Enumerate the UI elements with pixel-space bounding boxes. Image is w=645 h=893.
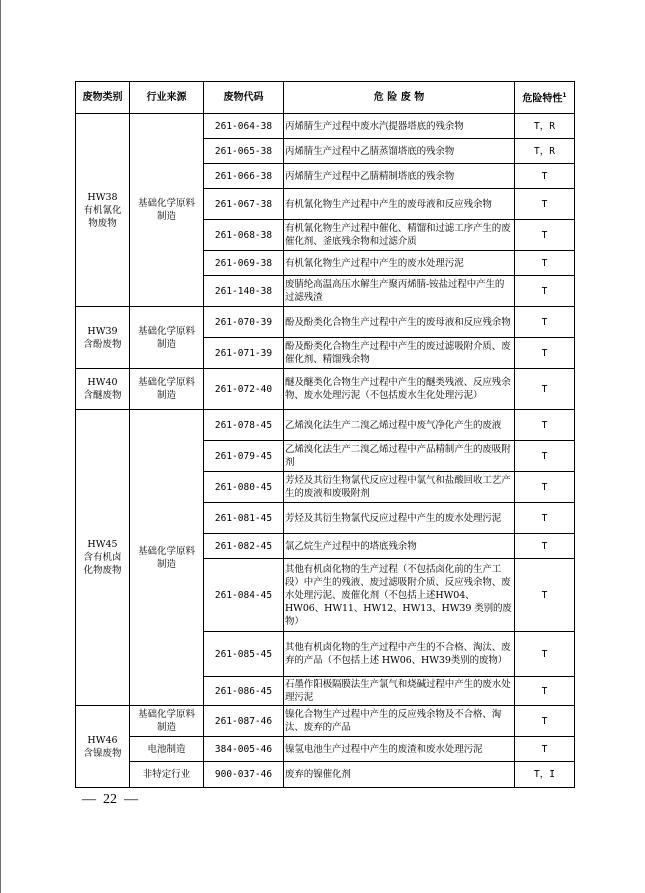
waste-code: 261-072-40 — [204, 369, 284, 410]
industry-source-line: 电池制造 — [147, 743, 186, 755]
hazard-property: T — [515, 369, 575, 410]
waste-category-line: 化物废物 — [83, 565, 122, 576]
industry-source-cell — [130, 307, 204, 369]
waste-category-line: 含有机卤 — [83, 552, 122, 563]
hazard-property: T — [515, 472, 575, 503]
header-source: 行业来源 — [130, 82, 204, 114]
hazard-property: T — [515, 677, 575, 706]
waste-code: 261-066-38 — [204, 164, 284, 189]
waste-category-line: 含镍废物 — [83, 747, 122, 759]
hazard-property: T — [515, 410, 575, 441]
waste-description: 丙烯腈生产过程中乙腈精制塔底的残余物 — [284, 164, 515, 189]
waste-code: 261-081-45 — [204, 503, 284, 534]
waste-code: 261-071-39 — [204, 338, 284, 369]
waste-description: 石墨作阳极隔膜法生产氯气和烧碱过程中产生的废水处理污泥 — [284, 677, 515, 706]
header-description: 危 险 废 物 — [284, 82, 515, 114]
hazard-property: T — [515, 559, 575, 632]
industry-source-cell — [130, 737, 204, 762]
page-left-edge — [0, 0, 1, 893]
waste-description: 有机氰化物生产过程中产生的废水处理污泥 — [284, 251, 515, 276]
waste-description: 丙烯腈生产过程中废水汽提器塔底的残余物 — [284, 114, 515, 139]
waste-description: 氯乙烷生产过程中的塔底残余物 — [284, 534, 515, 559]
waste-description: 有机氰化物生产过程中催化、精馏和过滤工序产生的废催化剂、釜底残余物和过滤介质 — [284, 220, 515, 251]
industry-source-line: 基础化学原料 — [137, 325, 195, 337]
hazard-property: T — [515, 164, 575, 189]
waste-description: 其他有机卤化物的生产过程（不包括卤化前的生产工段）中产生的残液、废过滤吸附介质、反应残余物、废水处理污泥、废催化剂（不包括上述HW04、HW06、HW11、HW12、HW13、HW39 类别的废物） — [284, 559, 515, 632]
waste-description: 其他有机卤化物的生产过程中产生的不合格、淘汰、废弃的产品（不包括上述 HW06、HW39类别的废物） — [284, 632, 515, 677]
hazard-property: T — [515, 441, 575, 472]
waste-code: 261-068-38 — [204, 220, 284, 251]
waste-category-cell — [76, 307, 130, 369]
waste-code: 261-087-46 — [204, 706, 284, 737]
waste-description: 废弃的镍催化剂 — [284, 762, 515, 788]
industry-source-line: 制造 — [156, 338, 176, 350]
hazard-property: T — [515, 220, 575, 251]
waste-code: 261-064-38 — [204, 114, 284, 139]
waste-category-line: HW45 — [87, 539, 118, 550]
hazard-property: T，I — [515, 762, 575, 788]
industry-source-cell — [130, 410, 204, 706]
page-footer: — 22 — — [82, 792, 138, 807]
hazard-property: T — [515, 307, 575, 338]
waste-description: 丙烯腈生产过程中乙腈蒸馏塔底的残余物 — [284, 139, 515, 164]
industry-source-line: 制造 — [156, 211, 176, 222]
waste-code: 261-140-38 — [204, 276, 284, 307]
hazard-property: T，R — [515, 139, 575, 164]
industry-source-line: 非特定行业 — [142, 769, 191, 780]
hazard-property: T — [515, 276, 575, 307]
waste-description: 镍氢电池生产过程中产生的废渣和废水处理污泥 — [284, 737, 515, 762]
table-row — [76, 307, 575, 338]
table-row — [76, 706, 575, 737]
waste-category-line: 物废物 — [88, 217, 117, 229]
industry-source-line: 基础化学原料 — [137, 198, 195, 209]
hazard-property: T，R — [515, 114, 575, 139]
hazard-property: T — [515, 189, 575, 220]
header-code: 废物代码 — [204, 82, 284, 114]
industry-source-line: 制造 — [156, 722, 176, 733]
industry-source-cell — [130, 369, 204, 410]
waste-code: 261-067-38 — [204, 189, 284, 220]
industry-source-line: 制造 — [156, 558, 176, 570]
waste-code: 261-085-45 — [204, 632, 284, 677]
waste-code: 261-078-45 — [204, 410, 284, 441]
industry-source-line: 基础化学原料 — [137, 377, 195, 388]
header-property-label: 危险特性 — [522, 93, 563, 105]
table-body — [76, 114, 575, 788]
hazard-property: T — [515, 706, 575, 737]
waste-description: 酚及酚类化合物生产过程中产生的废过滤吸附介质、废催化剂、精馏残余物 — [284, 338, 515, 369]
header-property-footnote: 1 — [562, 92, 567, 100]
waste-category-line: 含醚废物 — [83, 390, 122, 401]
industry-source-cell — [130, 114, 204, 307]
industry-source-line: 基础化学原料 — [137, 709, 195, 720]
industry-source-cell — [130, 762, 204, 788]
waste-category-line: HW39 — [87, 325, 118, 337]
hazardous-waste-table — [75, 81, 575, 788]
waste-category-line: 含酚废物 — [83, 338, 122, 350]
waste-description: 芳烃及其衍生物氯代反应过程中产生的废水处理污泥 — [284, 503, 515, 534]
waste-description: 芳烃及其衍生物氯代反应过程中氯气和盐酸回收工艺产生的废液和废吸附剂 — [284, 472, 515, 503]
waste-category-line: HW38 — [87, 191, 118, 203]
waste-description: 有机氰化物生产过程中产生的废母液和反应残余物 — [284, 189, 515, 220]
hazard-property: T — [515, 338, 575, 369]
table-row — [76, 369, 575, 410]
table-row — [76, 762, 575, 788]
industry-source-cell — [130, 706, 204, 737]
waste-code: 261-084-45 — [204, 559, 284, 632]
table-row — [76, 737, 575, 762]
header-category: 废物类别 — [76, 82, 130, 114]
hazard-property: T — [515, 632, 575, 677]
waste-description: 镍化合物生产过程中产生的反应残余物及不合格、淘汰、废弃的产品 — [284, 706, 515, 737]
waste-description: 乙烯溴化法生产二溴乙烯过程中产品精制产生的废吸附剂 — [284, 441, 515, 472]
waste-code: 900-037-46 — [204, 762, 284, 788]
waste-code: 384-005-46 — [204, 737, 284, 762]
waste-category-line: HW40 — [87, 377, 118, 388]
waste-category-cell — [76, 114, 130, 307]
hazard-property: T — [515, 251, 575, 276]
waste-code: 261-080-45 — [204, 472, 284, 503]
header-property — [515, 82, 575, 114]
waste-code: 261-086-45 — [204, 677, 284, 706]
waste-description: 醚及醚类化合物生产过程中产生的醚类残液、反应残余物、废水处理污泥（不包括废水生化处理污泥） — [284, 369, 515, 410]
waste-description: 乙烯溴化法生产二溴乙烯过程中废气净化产生的废液 — [284, 410, 515, 441]
waste-category-line: HW46 — [87, 734, 118, 746]
hazard-property: T — [515, 503, 575, 534]
hazard-property: T — [515, 534, 575, 559]
waste-category-cell — [76, 706, 130, 788]
industry-source-line: 基础化学原料 — [137, 545, 195, 557]
waste-description: 废腈纶高温高压水解生产聚丙烯腈-铵盐过程中产生的过滤残渣 — [284, 276, 515, 307]
waste-description: 酚及酚类化合物生产过程中产生的废母液和反应残余物 — [284, 307, 515, 338]
waste-category-cell — [76, 410, 130, 706]
waste-category-line: 有机氰化 — [83, 204, 122, 216]
waste-code: 261-082-45 — [204, 534, 284, 559]
page-number: 22 — [103, 792, 117, 807]
table-header-row — [76, 82, 575, 114]
waste-code: 261-070-39 — [204, 307, 284, 338]
table-row — [76, 410, 575, 441]
hazard-property: T — [515, 737, 575, 762]
waste-category-cell — [76, 369, 130, 410]
industry-source-line: 制造 — [156, 390, 176, 401]
waste-code: 261-069-38 — [204, 251, 284, 276]
waste-code: 261-065-38 — [204, 139, 284, 164]
table-row — [76, 114, 575, 139]
waste-code: 261-079-45 — [204, 441, 284, 472]
